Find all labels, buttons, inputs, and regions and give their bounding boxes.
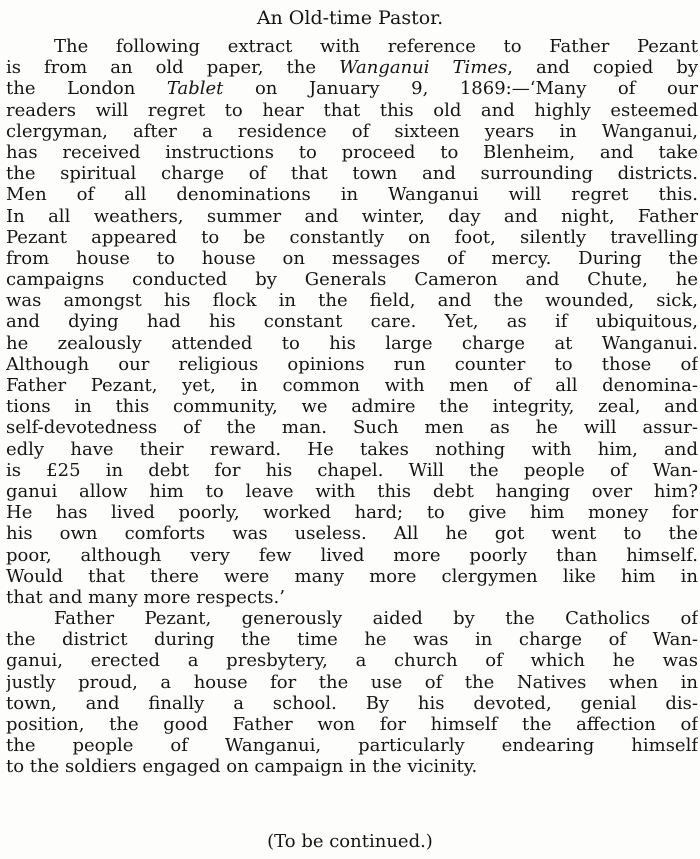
text-line: town, and finally a school. By his devoted, genial dis- xyxy=(6,692,698,714)
text-line: ganui allow him to leave with this debt hanging over him? xyxy=(6,480,698,502)
article-title: An Old-time Pastor. xyxy=(256,7,444,29)
text-line: justly proud, a house for the use of the Natives when in xyxy=(6,671,698,693)
text-line: Father Pezant, yet, in common with men of all denomina- xyxy=(6,375,698,396)
text-line: to the soldiers engaged on campaign in the vicinity. xyxy=(6,756,478,778)
text-line: Men of all denominations in Wanganui will regret this. xyxy=(6,184,698,206)
text-line: the spiritual charge of that town and surrounding districts. xyxy=(6,163,698,185)
paragraph-1 xyxy=(6,36,698,608)
continuation-note: (To be continued.) xyxy=(267,831,433,852)
text-line: that and many more respects.’ xyxy=(6,586,285,608)
text-line: self-devotedness of the man. Such men as he will assur- xyxy=(6,417,698,439)
text-line: the London Tablet on January 9, 1869:—‘Many of our xyxy=(6,78,698,100)
text-line: readers will regret to hear that this old and highly esteemed xyxy=(6,99,698,121)
article-body xyxy=(6,36,698,778)
text-line: Father Pezant, generously aided by the Catholics of xyxy=(54,608,698,630)
text-line: from house to house on messages of mercy. During the xyxy=(6,247,698,269)
text-line: poor, although very few lived more poorly than himself. xyxy=(6,544,698,566)
text-line: He has lived poorly, worked hard; to give him money for xyxy=(6,502,698,524)
text-line: edly have their reward. He takes nothing with him, and xyxy=(6,438,698,460)
text-line: campaigns conducted by Generals Cameron and Chute, he xyxy=(6,269,698,291)
newspaper-title: Tablet xyxy=(166,78,224,100)
text-line: the people of Wanganui, particularly endearing himself xyxy=(6,735,698,757)
text-line: has received instructions to proceed to Blenheim, and take xyxy=(6,141,698,163)
text-line: the district during the time he was in charge of Wan- xyxy=(6,629,698,651)
newspaper-title: Wanganui Times xyxy=(339,57,508,79)
paragraph-2 xyxy=(6,608,698,778)
text-line: The following extract with reference to Father Pezant xyxy=(54,36,698,57)
text-line: his own comforts was useless. All he got went to the xyxy=(6,523,698,545)
text-line: clergyman, after a residence of sixteen years in Wanganui, xyxy=(6,120,698,142)
text-line: he zealously attended to his large charge at Wanganui. xyxy=(6,332,698,354)
text-line: tions in this community, we admire the integrity, zeal, and xyxy=(6,396,698,418)
text-line: position, the good Father won for himself the affection of xyxy=(6,714,698,735)
text-line: Would that there were many more clergymen like him in xyxy=(6,565,698,587)
text-line: and dying had his constant care. Yet, as if ubiquitous, xyxy=(6,311,698,333)
text-line: is £25 in debt for his chapel. Will the people of Wan- xyxy=(6,459,698,481)
text-line: was amongst his flock in the field, and the wounded, sick, xyxy=(6,290,698,312)
text-line: is from an old paper, the Wanganui Times, and copied by xyxy=(6,57,698,79)
text-line: In all weathers, summer and winter, day and night, Father xyxy=(6,205,698,227)
text-line: Although our religious opinions run counter to those of xyxy=(6,353,698,375)
text-line: ganui, erected a presbytery, a church of which he was xyxy=(6,650,698,672)
text-line: Pezant appeared to be constantly on foot, silently travelling xyxy=(6,226,698,248)
